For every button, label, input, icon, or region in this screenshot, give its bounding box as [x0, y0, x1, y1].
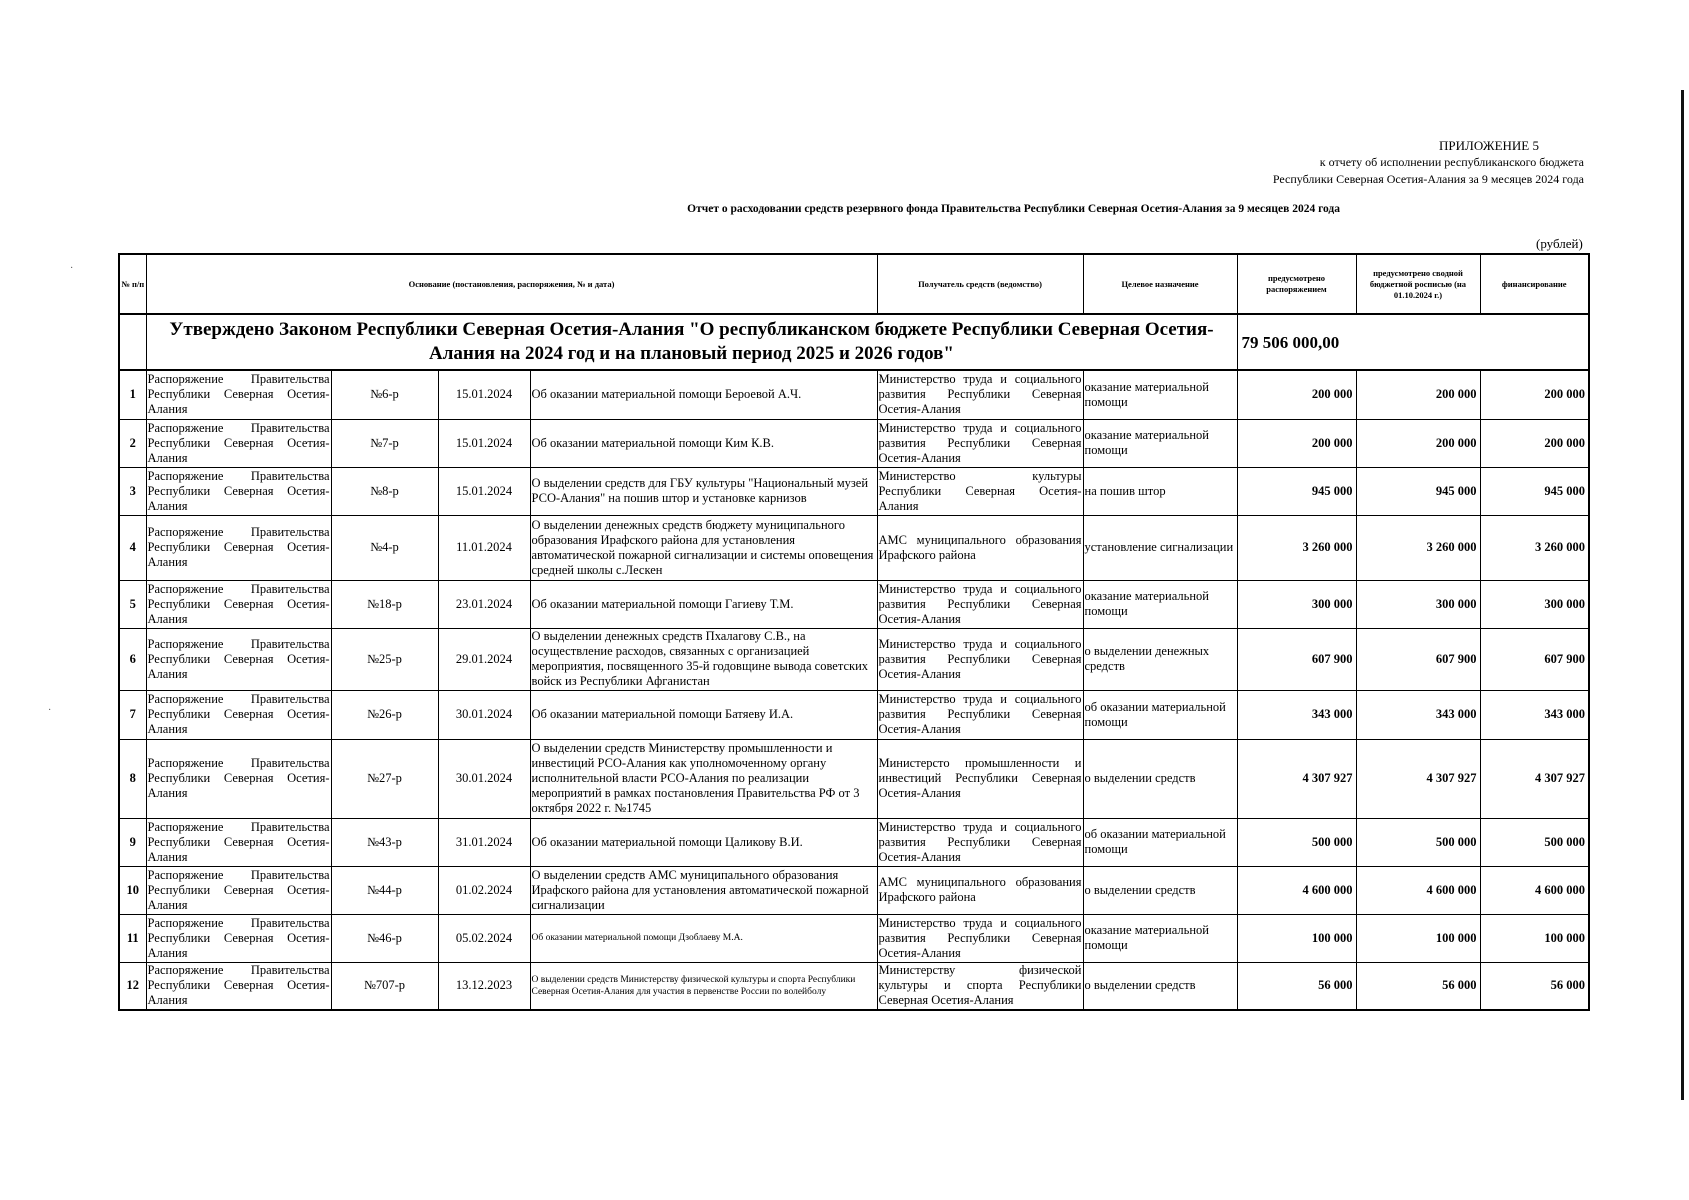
recipient-cell	[877, 515, 1083, 580]
basis-line: Республики Северная Осетия-	[147, 771, 330, 785]
document-number: №4-р	[331, 515, 438, 580]
appendix-header	[1273, 137, 1584, 188]
basis-line: Алания	[147, 722, 188, 736]
document-number: №27-р	[331, 739, 438, 818]
basis-line: Распоряжение Правительства	[147, 867, 330, 882]
subject-cell: О выделении денежных средств Пхалагову С.В., на осуществление расходов, связанных с организацией мероприятия, посвященного 35-й годовщине вывода советских войск из Республики Афганистан	[530, 628, 877, 690]
recipient-line: Министерство культуры	[878, 468, 1082, 483]
basis-cell	[146, 866, 331, 914]
subject-cell: Об оказании материальной помощи Батяеву И.А.	[530, 690, 877, 739]
scan-mark: ·	[48, 705, 52, 716]
basis-line: Республики Северная Осетия-	[147, 834, 330, 849]
row-number: 2	[119, 419, 146, 467]
subject-cell: Об оказании материальной помощи Цаликову В.И.	[530, 818, 877, 866]
purpose-cell: установление сигнализации	[1083, 515, 1237, 580]
subject-cell: О выделении средств Министерству промышленности и инвестиций РСО-Алания как уполномоченному органу исполнительной власти РСО-Алания по реализации мероприятий в рамках постановления Правительства РФ от 3 октября 2022 г. №1745	[530, 739, 877, 818]
recipient-line: Северная Осетия-Алания	[878, 993, 1014, 1008]
document-number: №18-р	[331, 580, 438, 628]
document-date: 23.01.2024	[438, 580, 530, 628]
header-recipient: Получатель средств (ведомство)	[877, 254, 1083, 314]
recipient-cell	[877, 690, 1083, 739]
table-row	[119, 866, 1589, 914]
basis-line: Распоряжение Правительства	[147, 581, 330, 596]
basis-line: Республики Северная Осетия-	[147, 930, 330, 945]
recipient-line: развития Республики Северная	[878, 834, 1082, 849]
financing-amount: 56 000	[1480, 962, 1589, 1010]
basis-line: Республики Северная Осетия-	[147, 707, 330, 721]
recipient-line: Ирафского района	[878, 890, 976, 904]
basis-line: Республики Северная Осетия-	[147, 596, 330, 611]
recipient-line: Ирафского района	[878, 547, 976, 562]
subject-cell: О выделении средств АМС муниципального образования Ирафского района для установления автоматической пожарной сигнализации	[530, 866, 877, 914]
planned-order-amount: 4 600 000	[1237, 866, 1356, 914]
basis-cell	[146, 370, 331, 419]
unit-label: (рублей)	[1536, 236, 1583, 251]
header-num: № п/п	[119, 254, 146, 314]
row-number: 7	[119, 690, 146, 739]
row-number: 9	[119, 818, 146, 866]
appendix-subtitle: Республики Северная Осетия-Алания за 9 месяцев 2024 года	[1272, 172, 1584, 186]
basis-line: Алания	[147, 498, 188, 513]
document-date: 01.02.2024	[438, 866, 530, 914]
purpose-cell: о выделении средств	[1083, 962, 1237, 1010]
document-number: №46-р	[331, 914, 438, 962]
financing-amount: 300 000	[1480, 580, 1589, 628]
report-table	[118, 253, 1590, 1011]
basis-line: Распоряжение Правительства	[147, 963, 330, 978]
row-number: 8	[119, 739, 146, 818]
table-row	[119, 580, 1589, 628]
planned-budget-amount: 3 260 000	[1356, 515, 1480, 580]
planned-order-amount: 100 000	[1237, 914, 1356, 962]
purpose-cell: оказание материальной помощи	[1083, 370, 1237, 419]
basis-cell	[146, 419, 331, 467]
planned-budget-amount: 300 000	[1356, 580, 1480, 628]
financing-amount: 100 000	[1480, 914, 1589, 962]
recipient-line: Министерству физической	[878, 963, 1082, 978]
recipient-line: Республики Северная Осетия-	[878, 483, 1082, 498]
purpose-cell: об оказании материальной помощи	[1083, 818, 1237, 866]
document-date: 29.01.2024	[438, 628, 530, 690]
planned-order-amount: 343 000	[1237, 690, 1356, 739]
law-text: Утверждено Законом Республики Северная Осетия-Алания "О республиканском бюджете Республики Северная Осетия-Алания на 2024 год и на плановый период 2025 и 2026 годов"	[146, 314, 1237, 370]
basis-line: Республики Северная Осетия-	[147, 435, 330, 450]
recipient-line: развития Республики Северная	[878, 596, 1082, 611]
basis-line: Распоряжение Правительства	[147, 420, 330, 435]
basis-line: Распоряжение Правительства	[147, 468, 330, 483]
planned-order-amount: 3 260 000	[1237, 515, 1356, 580]
document-number: №707-р	[331, 962, 438, 1010]
recipient-cell	[877, 628, 1083, 690]
law-amount: 79 506 000,00	[1237, 314, 1589, 370]
recipient-line: Осетия-Алания	[878, 450, 961, 465]
purpose-cell: о выделении средств	[1083, 866, 1237, 914]
subject-cell: Об оказании материальной помощи Гагиеву Т.М.	[530, 580, 877, 628]
basis-line: Распоряжение Правительства	[147, 372, 330, 387]
basis-line: Распоряжение Правительства	[147, 525, 330, 539]
planned-budget-amount: 607 900	[1356, 628, 1480, 690]
recipient-cell	[877, 914, 1083, 962]
table-row	[119, 370, 1589, 419]
row-number: 6	[119, 628, 146, 690]
basis-line: Алания	[147, 666, 188, 681]
basis-line: Алания	[147, 945, 188, 960]
recipient-line: инвестиций Республики Северная	[878, 771, 1082, 785]
table-row	[119, 914, 1589, 962]
table-row	[119, 962, 1589, 1010]
table-row	[119, 628, 1589, 690]
recipient-line: АМС муниципального образования	[878, 532, 1082, 547]
table-row	[119, 739, 1589, 818]
table-row	[119, 419, 1589, 467]
recipient-line: Министерство труда и социального	[878, 915, 1082, 930]
header-planned-budget: предусмотрено сводной бюджетной росписью (на 01.10.2024 г.)	[1356, 254, 1480, 314]
basis-line: Алания	[147, 849, 188, 864]
basis-line: Алания	[147, 450, 188, 465]
planned-order-amount: 200 000	[1237, 419, 1356, 467]
planned-budget-amount: 500 000	[1356, 818, 1480, 866]
purpose-cell: оказание материальной помощи	[1083, 914, 1237, 962]
subject-cell: О выделении средств Министерству физической культуры и спорта Республики Северная Осетия-Алания для участия в первенстве России по волейболу	[530, 962, 877, 1010]
document-date: 30.01.2024	[438, 690, 530, 739]
recipient-cell	[877, 962, 1083, 1010]
scan-mark: ·	[70, 263, 74, 274]
recipient-line: Министерство труда и социального	[878, 819, 1082, 834]
recipient-line: развития Республики Северная	[878, 930, 1082, 945]
recipient-line: Министерство труда и социального	[878, 581, 1082, 596]
basis-cell	[146, 690, 331, 739]
planned-budget-amount: 343 000	[1356, 690, 1480, 739]
recipient-line: Министерство труда и социального	[878, 372, 1082, 387]
recipient-line: Министерство труда и социального	[878, 636, 1082, 651]
subject-cell: Об оказании материальной помощи Дзоблаеву М.А.	[530, 914, 877, 962]
basis-line: Республики Северная Осетия-	[147, 483, 330, 498]
financing-amount: 4 600 000	[1480, 866, 1589, 914]
recipient-line: Министерство труда и социального	[878, 692, 1082, 706]
document-number: №44-р	[331, 866, 438, 914]
law-row	[119, 314, 1589, 370]
basis-line: Распоряжение Правительства	[147, 756, 330, 770]
basis-line: Алания	[147, 402, 188, 417]
financing-amount: 3 260 000	[1480, 515, 1589, 580]
recipient-line: Осетия-Алания	[878, 722, 961, 736]
recipient-line: АМС муниципального образования	[878, 875, 1082, 889]
recipient-line: Алания	[878, 498, 919, 513]
document-date: 05.02.2024	[438, 914, 530, 962]
planned-order-amount: 300 000	[1237, 580, 1356, 628]
recipient-line: развития Республики Северная	[878, 707, 1082, 721]
subject-cell: О выделении денежных средств бюджету муниципального образования Ирафского района для установления автоматической пожарной сигнализации и системы оповещения средней школы с.Лескен	[530, 515, 877, 580]
financing-amount: 200 000	[1480, 370, 1589, 419]
row-number: 12	[119, 962, 146, 1010]
recipient-line: Осетия-Алания	[878, 849, 961, 864]
planned-budget-amount: 56 000	[1356, 962, 1480, 1010]
document-date: 15.01.2024	[438, 467, 530, 515]
planned-budget-amount: 4 600 000	[1356, 866, 1480, 914]
appendix-subtitle: к отчету об исполнении республиканского бюджета	[1319, 155, 1584, 169]
recipient-line: Министерсто промышленности и	[878, 756, 1082, 770]
planned-budget-amount: 100 000	[1356, 914, 1480, 962]
document-date: 15.01.2024	[438, 419, 530, 467]
basis-line: Алания	[147, 555, 188, 569]
table-row	[119, 818, 1589, 866]
financing-amount: 607 900	[1480, 628, 1589, 690]
basis-cell	[146, 628, 331, 690]
basis-line: Алания	[147, 897, 188, 912]
document-number: №7-р	[331, 419, 438, 467]
basis-line: Алания	[147, 993, 188, 1008]
row-number: 3	[119, 467, 146, 515]
planned-order-amount: 945 000	[1237, 467, 1356, 515]
basis-line: Алания	[147, 611, 188, 626]
row-number: 5	[119, 580, 146, 628]
purpose-cell: оказание материальной помощи	[1083, 580, 1237, 628]
recipient-cell	[877, 739, 1083, 818]
subject-cell: О выделении средств для ГБУ культуры "Национальный музей РСО-Алания" на пошив штор и установке карнизов	[530, 467, 877, 515]
table-header-row	[119, 254, 1589, 314]
document-number: №8-р	[331, 467, 438, 515]
recipient-line: Министерство труда и социального	[878, 420, 1082, 435]
basis-cell	[146, 467, 331, 515]
recipient-line: Осетия-Алания	[878, 786, 961, 800]
document-number: №26-р	[331, 690, 438, 739]
basis-cell	[146, 818, 331, 866]
recipient-cell	[877, 580, 1083, 628]
recipient-line: развития Республики Северная	[878, 651, 1082, 666]
basis-line: Распоряжение Правительства	[147, 636, 330, 651]
purpose-cell: на пошив штор	[1083, 467, 1237, 515]
planned-budget-amount: 4 307 927	[1356, 739, 1480, 818]
document-date: 15.01.2024	[438, 370, 530, 419]
purpose-cell: о выделении денежных средств	[1083, 628, 1237, 690]
planned-order-amount: 56 000	[1237, 962, 1356, 1010]
header-purpose: Целевое назначение	[1083, 254, 1237, 314]
financing-amount: 200 000	[1480, 419, 1589, 467]
recipient-line: Осетия-Алания	[878, 402, 961, 417]
basis-line: Распоряжение Правительства	[147, 692, 330, 706]
document-number: №6-р	[331, 370, 438, 419]
planned-budget-amount: 200 000	[1356, 370, 1480, 419]
planned-order-amount: 200 000	[1237, 370, 1356, 419]
basis-cell	[146, 739, 331, 818]
table-row	[119, 690, 1589, 739]
document-date: 11.01.2024	[438, 515, 530, 580]
row-number: 11	[119, 914, 146, 962]
planned-order-amount: 607 900	[1237, 628, 1356, 690]
recipient-cell	[877, 419, 1083, 467]
basis-cell	[146, 515, 331, 580]
table-row	[119, 515, 1589, 580]
recipient-line: Осетия-Алания	[878, 666, 961, 681]
document-date: 31.01.2024	[438, 818, 530, 866]
planned-budget-amount: 945 000	[1356, 467, 1480, 515]
basis-line: Республики Северная Осетия-	[147, 882, 330, 897]
table-row	[119, 467, 1589, 515]
recipient-cell	[877, 467, 1083, 515]
row-number: 1	[119, 370, 146, 419]
document-date: 13.12.2023	[438, 962, 530, 1010]
planned-budget-amount: 200 000	[1356, 419, 1480, 467]
recipient-line: развития Республики Северная	[878, 435, 1082, 450]
document-number: №25-р	[331, 628, 438, 690]
document-date: 30.01.2024	[438, 739, 530, 818]
subject-cell: Об оказании материальной помощи Ким К.В.	[530, 419, 877, 467]
appendix-title: ПРИЛОЖЕНИЕ 5	[1439, 138, 1539, 153]
recipient-line: Осетия-Алания	[878, 611, 961, 626]
recipient-cell	[877, 866, 1083, 914]
basis-line: Распоряжение Правительства	[147, 819, 330, 834]
row-number: 10	[119, 866, 146, 914]
financing-amount: 4 307 927	[1480, 739, 1589, 818]
basis-line: Республики Северная Осетия-	[147, 387, 330, 402]
basis-line: Республики Северная Осетия-	[147, 540, 330, 554]
basis-line: Республики Северная Осетия-	[147, 978, 330, 993]
purpose-cell: об оказании материальной помощи	[1083, 690, 1237, 739]
recipient-line: развития Республики Северная	[878, 387, 1082, 402]
scan-edge-line	[1681, 90, 1684, 1100]
law-num-cell	[119, 314, 146, 370]
financing-amount: 343 000	[1480, 690, 1589, 739]
document-title: Отчет о расходовании средств резервного фонда Правительства Республики Северная Осетия-Алания за 9 месяцев 2024 года	[687, 203, 1340, 215]
basis-line: Распоряжение Правительства	[147, 915, 330, 930]
recipient-line: Осетия-Алания	[878, 945, 961, 960]
recipient-cell	[877, 818, 1083, 866]
recipient-cell	[877, 370, 1083, 419]
subject-cell: Об оказании материальной помощи Бероевой А.Ч.	[530, 370, 877, 419]
header-planned-order: предусмотрено распоряжением	[1237, 254, 1356, 314]
basis-cell	[146, 962, 331, 1010]
recipient-line: культуры и спорта Республики	[878, 978, 1082, 993]
planned-order-amount: 4 307 927	[1237, 739, 1356, 818]
basis-line: Алания	[147, 786, 188, 800]
basis-cell	[146, 914, 331, 962]
purpose-cell: о выделении средств	[1083, 739, 1237, 818]
row-number: 4	[119, 515, 146, 580]
basis-cell	[146, 580, 331, 628]
planned-order-amount: 500 000	[1237, 818, 1356, 866]
purpose-cell: оказание материальной помощи	[1083, 419, 1237, 467]
financing-amount: 945 000	[1480, 467, 1589, 515]
header-basis: Основание (постановления, распоряжения, № и дата)	[146, 254, 877, 314]
basis-line: Республики Северная Осетия-	[147, 651, 330, 666]
header-financing: финансирование	[1480, 254, 1589, 314]
financing-amount: 500 000	[1480, 818, 1589, 866]
document-number: №43-р	[331, 818, 438, 866]
